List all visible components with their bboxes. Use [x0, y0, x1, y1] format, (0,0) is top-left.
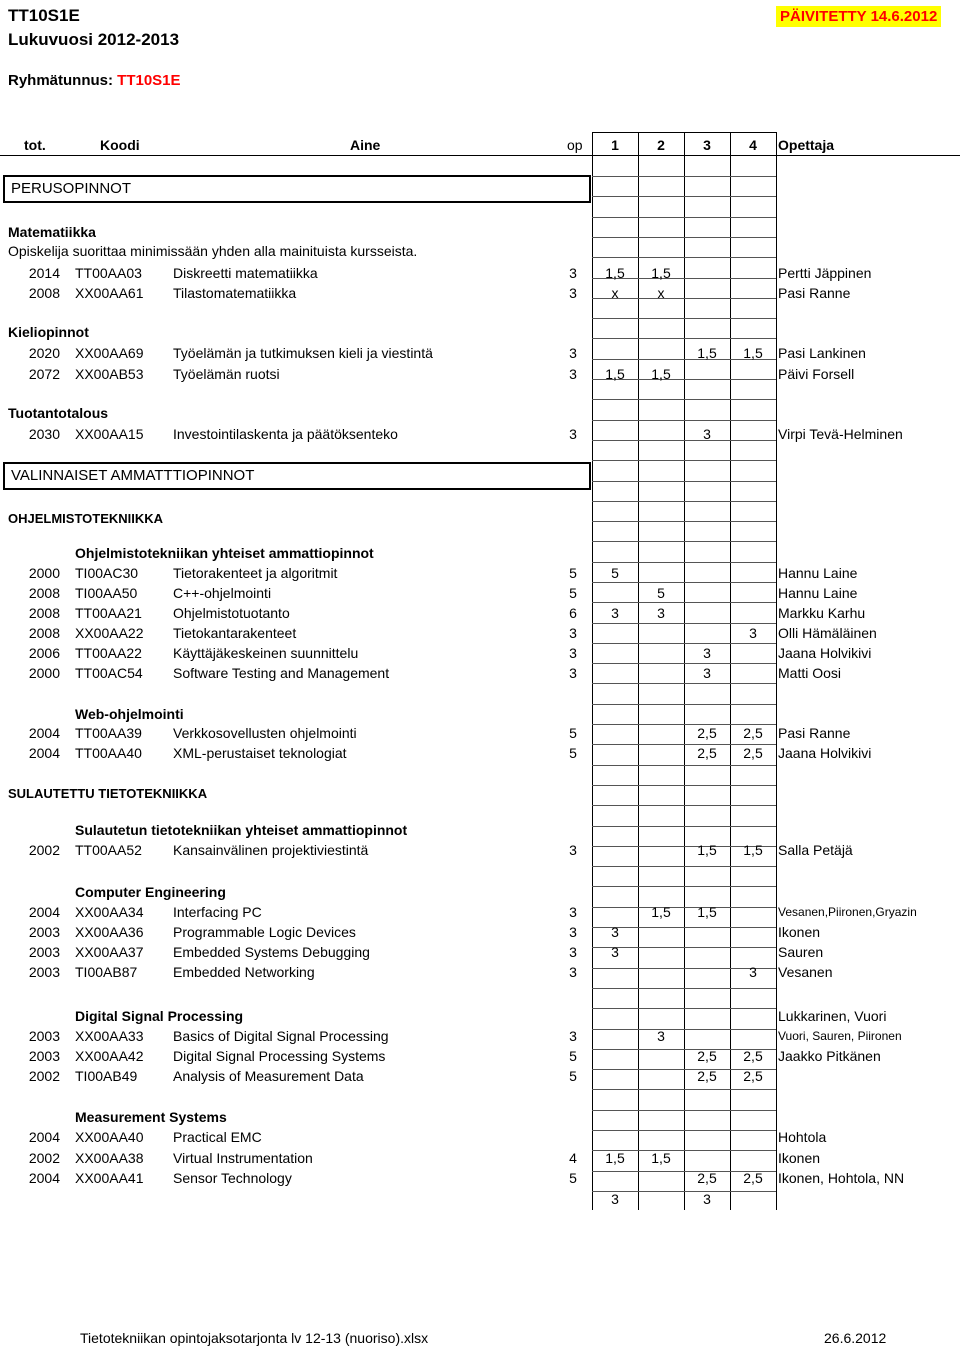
code-cell: XX00AA69 [75, 345, 144, 361]
matematiikka-note: Opiskelija suorittaa minimissään yhden alla mainituista kursseista. [8, 243, 418, 259]
op-cell: 3 [569, 904, 577, 920]
period1-cell: 1,5 [605, 265, 625, 281]
grid-row-line [592, 826, 776, 827]
grid-row-line [592, 338, 776, 339]
col-p2: 2 [657, 137, 665, 153]
period2-cell: x [657, 285, 665, 301]
grid-row-line [592, 399, 776, 400]
code-cell: TT00AA52 [75, 842, 142, 858]
tot-cell: 2004 [28, 904, 60, 920]
code-cell: TT00AA21 [75, 605, 142, 621]
section-sulautettu: SULAUTETTU TIETOTEKNIIKKA [8, 786, 208, 801]
tot-cell: 2008 [28, 585, 60, 601]
course-row [0, 840, 960, 860]
grid-row-line [592, 541, 776, 542]
tot-cell: 2020 [28, 345, 60, 361]
grid-row-line [592, 1089, 776, 1090]
op-cell: 3 [569, 924, 577, 940]
tot-cell: 2003 [28, 964, 60, 980]
course-name: XML-perustaiset teknologiat [173, 745, 347, 761]
course-row [0, 603, 960, 623]
period3-cell: 3 [703, 426, 711, 442]
col-op: op [567, 137, 583, 153]
tot-cell: 2002 [28, 1150, 60, 1166]
teacher-cell: Hannu Laine [778, 585, 858, 601]
grid-row-line [592, 866, 776, 867]
code-cell: TI00AB49 [75, 1068, 138, 1084]
course-name: Tietokantarakenteet [173, 625, 297, 641]
course-name: Basics of Digital Signal Processing [173, 1028, 389, 1044]
course-row [0, 1168, 960, 1188]
tot-cell: 2000 [28, 565, 60, 581]
grid-row-line [592, 886, 776, 887]
period1-cell: 3 [611, 924, 619, 940]
grid-row-line [592, 318, 776, 319]
code-cell: XX00AA36 [75, 924, 144, 940]
course-name: Kansainvälinen projektiviestintä [173, 842, 369, 858]
tot-cell: 2002 [28, 1068, 60, 1084]
course-name: Embedded Systems Debugging [173, 944, 370, 960]
period3-cell: 2,5 [697, 745, 717, 761]
grid-row-line [592, 988, 776, 989]
period4-cell: 2,5 [743, 1068, 763, 1084]
group-code [8, 72, 181, 89]
course-row [0, 283, 960, 303]
period2-cell: 1,5 [651, 904, 671, 920]
grid-row-line [592, 683, 776, 684]
period3-cell: 3 [703, 665, 711, 681]
course-name: Interfacing PC [173, 904, 262, 920]
teacher-cell: Pasi Ranne [778, 285, 851, 301]
col-p4: 4 [749, 137, 757, 153]
period4-cell: 1,5 [743, 842, 763, 858]
code-cell: TT00AA40 [75, 745, 142, 761]
teacher-cell: Jaana Holvikivi [778, 745, 872, 761]
code-cell: TI00AB87 [75, 964, 138, 980]
col-p3: 3 [703, 137, 711, 153]
period3-cell: 1,5 [697, 842, 717, 858]
section-perusopinnot: PERUSOPINNOT [3, 175, 591, 203]
period2-cell: 1,5 [651, 265, 671, 281]
tot-cell: 2004 [28, 725, 60, 741]
grid-row-line [592, 237, 776, 238]
op-cell: 6 [569, 605, 577, 621]
teacher-cell: Ikonen [778, 1150, 821, 1166]
footer-date: 26.6.2012 [824, 1330, 887, 1346]
period4-cell: 2,5 [743, 745, 763, 761]
op-cell: 5 [569, 585, 577, 601]
teacher-cell: Pasi Lankinen [778, 345, 866, 361]
course-name: Diskreetti matematiikka [173, 265, 318, 281]
code-cell: TI00AA50 [75, 585, 138, 601]
code-cell: TT00AA22 [75, 645, 142, 661]
period1-cell: 1,5 [605, 366, 625, 382]
teacher-cell: Sauren [778, 944, 824, 960]
teacher-cell: Olli Hämäläinen [778, 625, 877, 641]
op-cell: 3 [569, 842, 577, 858]
course-row [0, 424, 960, 444]
teacher-cell: Markku Karhu [778, 605, 866, 621]
grid-row-line [592, 704, 776, 705]
course-row [0, 1046, 960, 1066]
period1-cell: 1,5 [605, 1150, 625, 1166]
op-cell: 5 [569, 725, 577, 741]
code-cell: XX00AA37 [75, 944, 144, 960]
code-cell: TT00AC54 [75, 665, 143, 681]
code-cell: TI00AC30 [75, 565, 139, 581]
course-row [0, 942, 960, 962]
col-teacher: Opettaja [778, 137, 835, 153]
course-row [0, 743, 960, 763]
op-cell: 3 [569, 366, 577, 382]
teacher-cell: Ikonen [778, 924, 821, 940]
period2-cell: 1,5 [651, 1150, 671, 1166]
grid-row-line [592, 420, 776, 421]
course-row [0, 1026, 960, 1046]
code-cell: XX00AA40 [75, 1129, 144, 1145]
tot-cell: 2004 [28, 1129, 60, 1145]
teacher-cell: Vuori, Sauren, Piironen [778, 1029, 902, 1043]
course-row [0, 583, 960, 603]
footer-filename: Tietotekniikan opintojaksotarjonta lv 12-13 (nuoriso).xlsx [80, 1330, 429, 1346]
tot-cell: 2008 [28, 625, 60, 641]
op-cell: 3 [569, 645, 577, 661]
header-underline [0, 155, 960, 156]
period1-cell: 3 [611, 605, 619, 621]
grid-row-line [592, 805, 776, 806]
course-row [0, 1127, 960, 1147]
course-name: C++-ohjelmointi [173, 585, 272, 601]
teacher-cell: Virpi Tevä-Helminen [778, 426, 903, 442]
course-name: Sensor Technology [173, 1170, 292, 1186]
op-cell: 3 [569, 265, 577, 281]
course-row [0, 1066, 960, 1086]
period4-cell: 2,5 [743, 1048, 763, 1064]
section-measurement: Measurement Systems [75, 1109, 227, 1125]
tot-cell: 2008 [28, 285, 60, 301]
course-name: Tilastomatematiikka [173, 285, 297, 301]
period4-cell: 3 [749, 625, 757, 641]
code-cell: XX00AA42 [75, 1048, 144, 1064]
course-name: Digital Signal Processing Systems [173, 1048, 386, 1064]
course-name: Investointilaskenta ja päätöksenteko [173, 426, 398, 442]
op-cell: 5 [569, 745, 577, 761]
section-tuotantotalous: Tuotantotalous [8, 405, 109, 421]
section-valinnaiset: VALINNAISET AMMATTTIOPINNOT [3, 462, 591, 490]
tot-cell: 2003 [28, 944, 60, 960]
period3-cell: 2,5 [697, 725, 717, 741]
teacher-cell: Pertti Jäppinen [778, 265, 872, 281]
code-cell: XX00AA38 [75, 1150, 144, 1166]
grid-row-line [592, 1008, 776, 1009]
grid-row-line [592, 501, 776, 502]
course-name: Programmable Logic Devices [173, 924, 356, 940]
tot-cell: 2003 [28, 1028, 60, 1044]
op-cell: 5 [569, 1068, 577, 1084]
period3-cell: 1,5 [697, 345, 717, 361]
course-name: Käyttäjäkeskeinen suunnittelu [173, 645, 359, 661]
section-web: Web-ohjelmointi [75, 706, 184, 722]
tot-cell: 2014 [28, 265, 60, 281]
tot-cell: 2072 [28, 366, 60, 382]
period1-cell: 3 [611, 944, 619, 960]
course-row [0, 563, 960, 583]
course-row [0, 962, 960, 982]
op-cell: 5 [569, 1170, 577, 1186]
course-name: Analysis of Measurement Data [173, 1068, 364, 1084]
teacher-cell: Vesanen,Piironen,Gryazin [778, 905, 917, 919]
grid-row-line [592, 1110, 776, 1111]
teacher-cell: Matti Oosi [778, 665, 842, 681]
period4-cell: 2,5 [743, 1170, 763, 1186]
period4-cell: 1,5 [743, 345, 763, 361]
op-cell: 3 [569, 944, 577, 960]
col-p1: 1 [611, 137, 619, 153]
course-row [0, 1148, 960, 1168]
tot-cell: 2004 [28, 745, 60, 761]
teacher-cell: Jaakko Pitkänen [778, 1048, 881, 1064]
grid-row-line [592, 257, 776, 258]
op-cell: 5 [569, 565, 577, 581]
school-year: Lukuvuosi 2012-2013 [8, 30, 180, 49]
grid-row-line [592, 765, 776, 766]
teacher-cell: Jaana Holvikivi [778, 645, 872, 661]
grid-row-line [592, 176, 776, 177]
period3-cell: 2,5 [697, 1048, 717, 1064]
code-cell: TT00AA03 [75, 265, 142, 281]
op-cell: 3 [569, 625, 577, 641]
period2-cell: 3 [657, 605, 665, 621]
teacher-cell: Salla Petäjä [778, 842, 853, 858]
grid-row-line [592, 460, 776, 461]
code-cell: XX00AA61 [75, 285, 144, 301]
course-row [0, 343, 960, 363]
period3-cell: 3 [703, 1191, 711, 1207]
grid-row-line [592, 785, 776, 786]
dsp-teacher: Lukkarinen, Vuori [778, 1008, 887, 1024]
period3-cell: 1,5 [697, 904, 717, 920]
tot-cell: 2000 [28, 665, 60, 681]
course-name: Virtual Instrumentation [173, 1150, 313, 1166]
period2-cell: 5 [657, 585, 665, 601]
period2-cell: 3 [657, 1028, 665, 1044]
course-name: Ohjelmistotuotanto [173, 605, 290, 621]
col-code: Koodi [100, 137, 140, 153]
course-name: Työelämän ruotsi [173, 366, 280, 382]
section-ohjelmistotekniikka: OHJELMISTOTEKNIIKKA [8, 511, 164, 526]
period2-cell: 1,5 [651, 366, 671, 382]
tot-cell: 2003 [28, 1048, 60, 1064]
course-row [0, 723, 960, 743]
teacher-cell: Pasi Ranne [778, 725, 851, 741]
tot-cell: 2008 [28, 605, 60, 621]
op-cell: 3 [569, 964, 577, 980]
tot-cell: 2004 [28, 1170, 60, 1186]
code-cell: XX00AA15 [75, 426, 144, 442]
group-value: TT10S1E [117, 72, 181, 89]
course-row [0, 263, 960, 283]
teacher-cell: Päivi Forsell [778, 366, 855, 382]
code-cell: XX00AA33 [75, 1028, 144, 1044]
op-cell: 5 [569, 1048, 577, 1064]
code-cell: XX00AB53 [75, 366, 144, 382]
updated-badge: PÄIVITETTY 14.6.2012 [776, 6, 941, 27]
period1-cell: 5 [611, 565, 619, 581]
section-sul-yhteiset: Sulautetun tietotekniikan yhteiset ammattiopinnot [75, 822, 408, 838]
course-name: Verkkosovellusten ohjelmointi [173, 725, 357, 741]
class-code: TT10S1E [8, 6, 80, 25]
period3-cell: 2,5 [697, 1068, 717, 1084]
op-cell: 3 [569, 665, 577, 681]
section-kieliopinnot: Kieliopinnot [8, 324, 89, 340]
course-row [0, 902, 960, 922]
code-cell: TT00AA39 [75, 725, 142, 741]
teacher-cell: Ikonen, Hohtola, NN [778, 1170, 905, 1186]
teacher-cell: Hannu Laine [778, 565, 858, 581]
code-cell: XX00AA22 [75, 625, 144, 641]
column-header-row [0, 135, 960, 155]
course-name: Tietorakenteet ja algoritmit [173, 565, 338, 581]
course-row [0, 1189, 960, 1209]
period3-cell: 3 [703, 645, 711, 661]
code-cell: XX00AA41 [75, 1170, 144, 1186]
course-row [0, 643, 960, 663]
section-ohj-yhteiset: Ohjelmistotekniikan yhteiset ammattiopinnot [75, 545, 374, 561]
teacher-cell: Vesanen [778, 964, 833, 980]
course-name: Software Testing and Management [173, 665, 390, 681]
tot-cell: 2003 [28, 924, 60, 940]
period4-cell: 2,5 [743, 725, 763, 741]
period1-cell: 3 [611, 1191, 619, 1207]
section-matematiikka: Matematiikka [8, 224, 96, 240]
grid-row-line [592, 196, 776, 197]
period3-cell: 2,5 [697, 1170, 717, 1186]
col-tot: tot. [24, 137, 46, 153]
col-subject: Aine [350, 137, 381, 153]
op-cell: 3 [569, 426, 577, 442]
op-cell: 3 [569, 1028, 577, 1044]
period1-cell: x [611, 285, 619, 301]
course-row [0, 663, 960, 683]
grid-row-line [592, 217, 776, 218]
section-computer-eng: Computer Engineering [75, 884, 226, 900]
code-cell: XX00AA34 [75, 904, 144, 920]
op-cell: 4 [569, 1150, 577, 1166]
course-name: Embedded Networking [173, 964, 315, 980]
grid-row-line [592, 521, 776, 522]
tot-cell: 2006 [28, 645, 60, 661]
teacher-cell: Hohtola [778, 1129, 827, 1145]
tot-cell: 2030 [28, 426, 60, 442]
group-label: Ryhmätunnus: [8, 72, 113, 89]
section-dsp: Digital Signal Processing [75, 1008, 244, 1024]
course-row [0, 364, 960, 384]
period4-cell: 3 [749, 964, 757, 980]
course-name: Työelämän ja tutkimuksen kieli ja viestintä [173, 345, 433, 361]
op-cell: 3 [569, 285, 577, 301]
course-row [0, 922, 960, 942]
grid-row-line [592, 481, 776, 482]
tot-cell: 2002 [28, 842, 60, 858]
course-row [0, 623, 960, 643]
course-name: Practical EMC [173, 1129, 262, 1145]
op-cell: 3 [569, 345, 577, 361]
